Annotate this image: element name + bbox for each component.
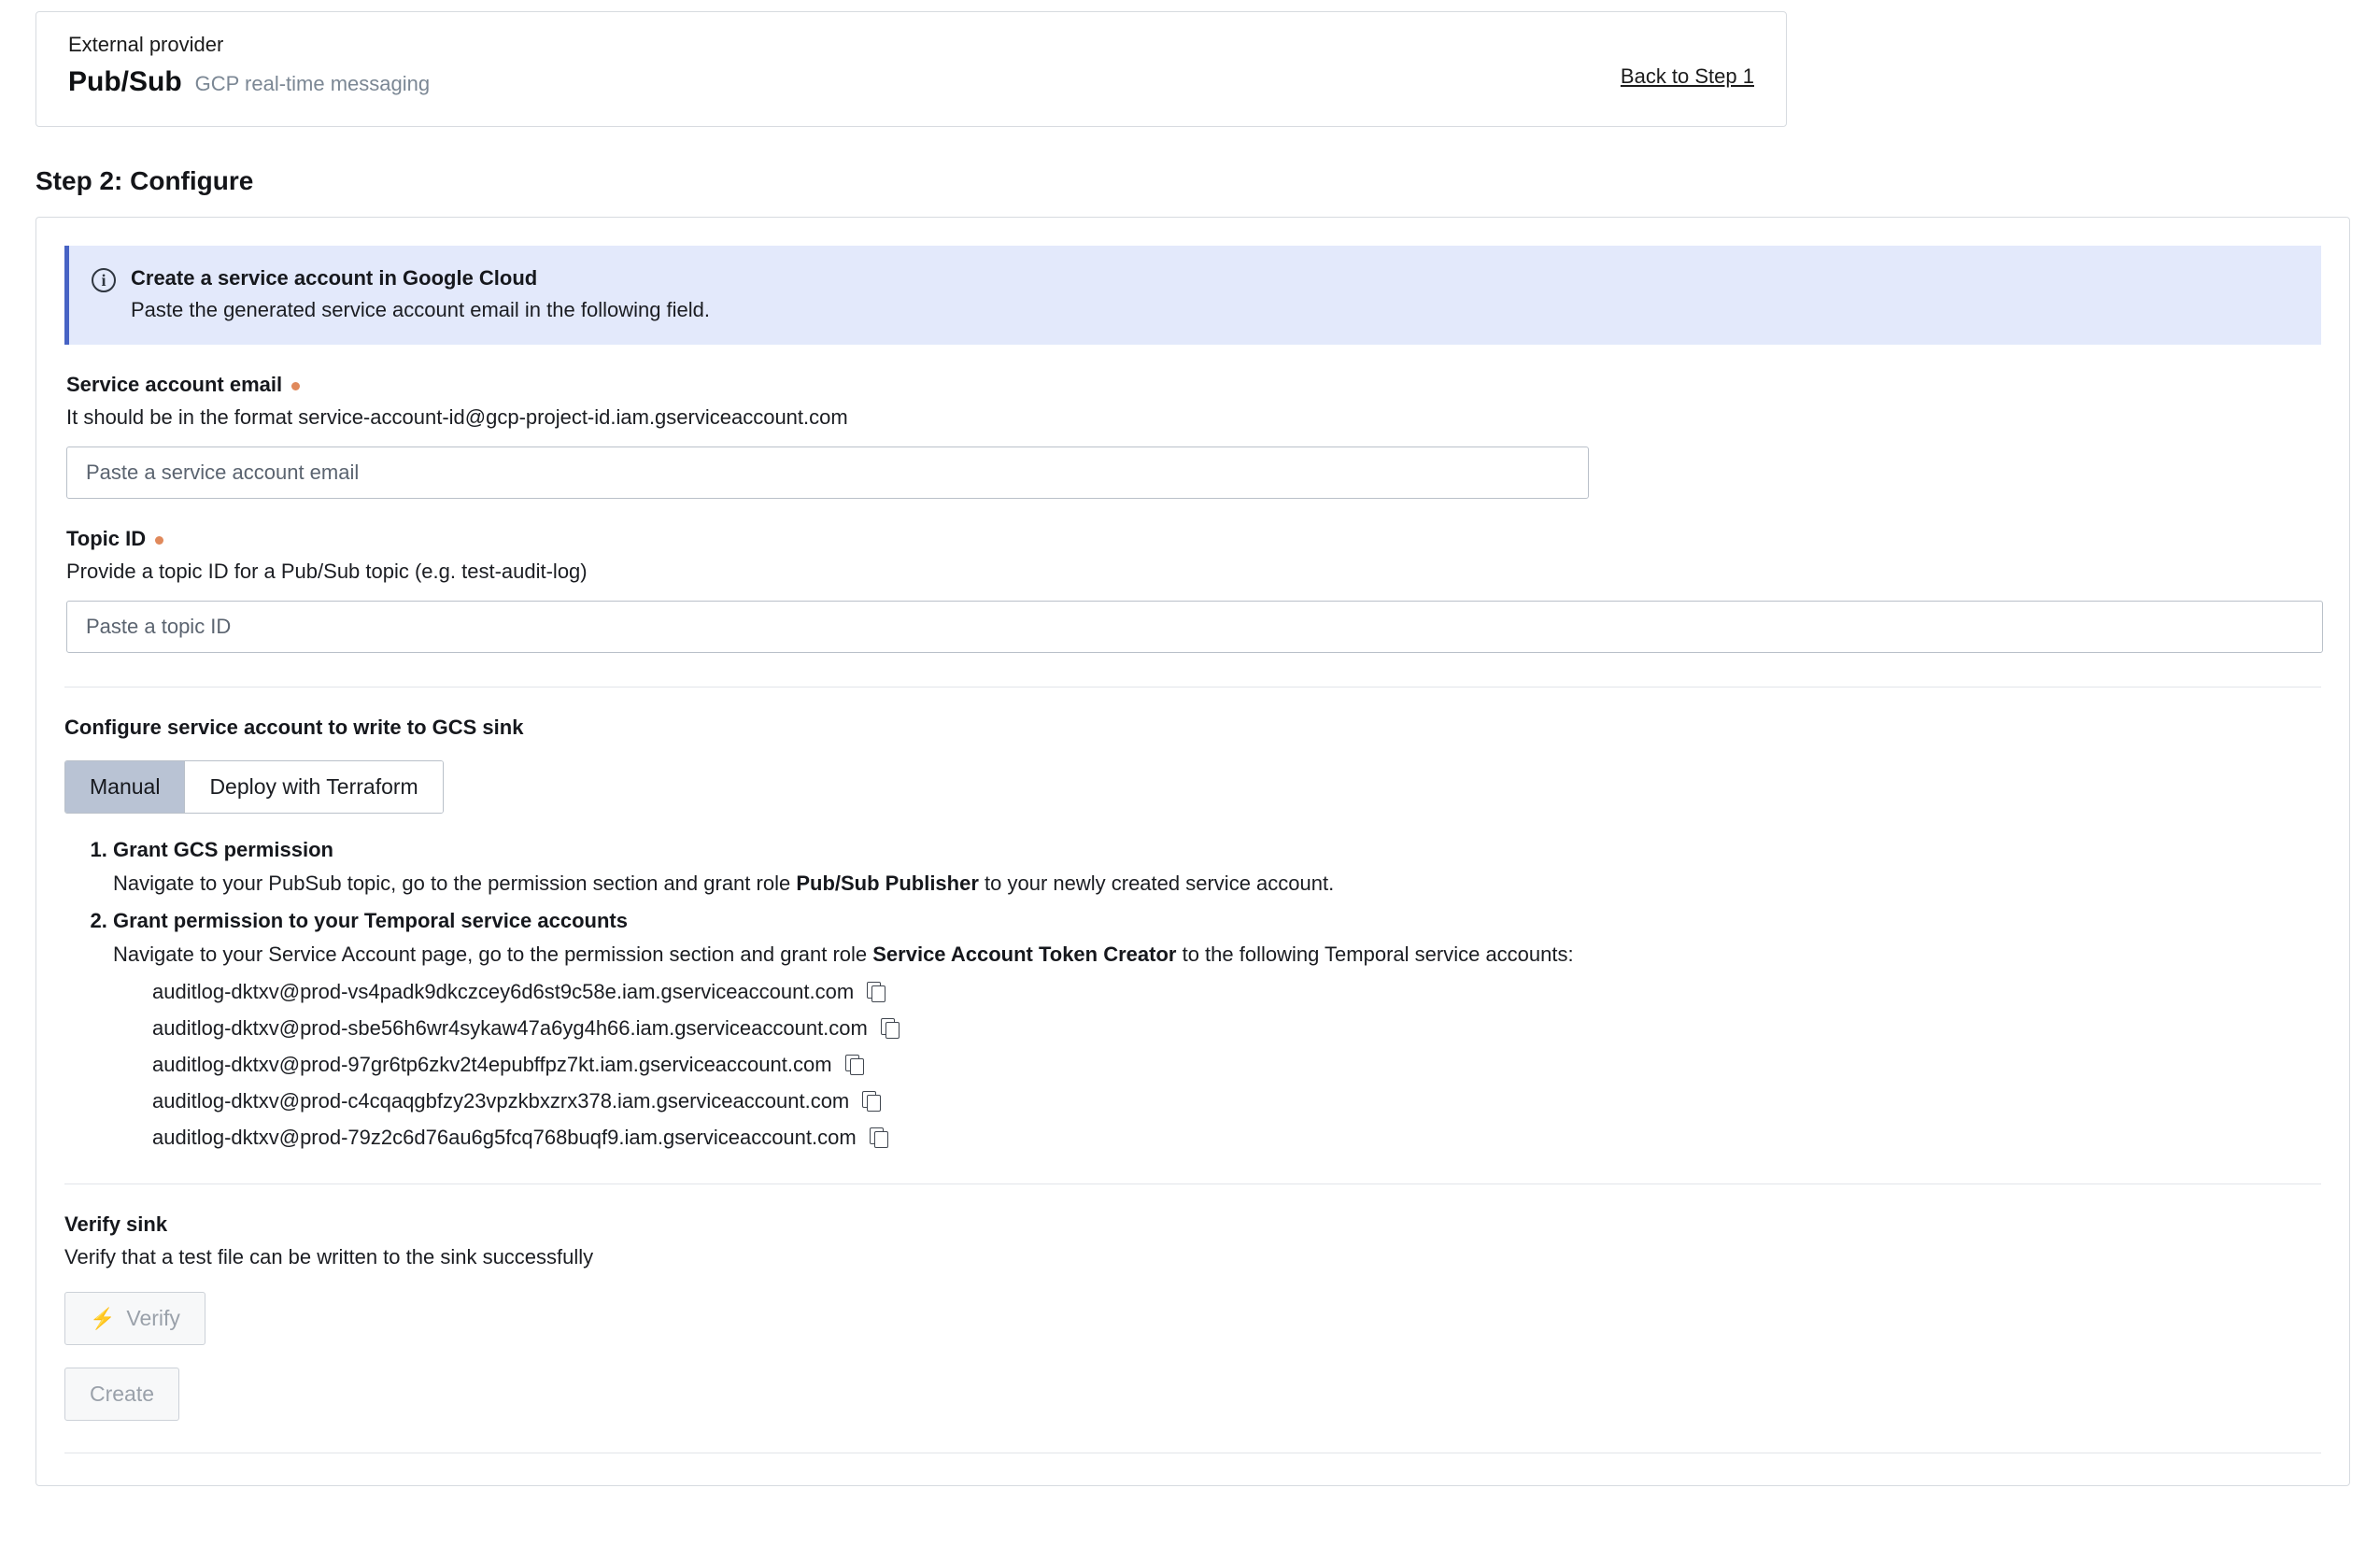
step-2-body-prefix: Navigate to your Service Account page, go to the permission section and grant role xyxy=(113,943,873,966)
verify-button-label: Verify xyxy=(126,1306,180,1330)
info-icon: i xyxy=(92,268,116,292)
step-1-body-prefix: Navigate to your PubSub topic, go to the permission section and grant role xyxy=(113,872,797,895)
service-account-email-field-block xyxy=(64,373,2321,499)
list-item xyxy=(152,980,2321,1004)
topic-id-label-row xyxy=(66,527,2319,551)
step-1-role: Pub/Sub Publisher xyxy=(796,872,979,895)
tab-deploy-with-terraform[interactable]: Deploy with Terraform xyxy=(185,761,442,813)
step-grant-gcs-permission xyxy=(113,838,2321,896)
list-item xyxy=(152,1126,2321,1150)
service-account-email-label: Service account email xyxy=(66,373,283,396)
list-item xyxy=(152,1089,2321,1113)
service-account-value: auditlog-dktxv@prod-97gr6tp6zkv2t4epubffpz7kt.iam.gserviceaccount.com xyxy=(152,1053,832,1076)
required-dot-icon xyxy=(155,536,163,545)
verify-sink-title: Verify sink xyxy=(64,1212,168,1236)
step-1-body-suffix: to your newly created service account. xyxy=(978,872,1335,895)
verify-button[interactable] xyxy=(64,1292,205,1345)
step-2-role: Service Account Token Creator xyxy=(872,943,1177,966)
step-1-title: Grant GCS permission xyxy=(113,838,333,861)
provider-name-row xyxy=(68,66,430,98)
info-banner-title: Create a service account in Google Cloud xyxy=(131,266,538,290)
sink-method-tabs xyxy=(64,760,444,814)
service-account-value: auditlog-dktxv@prod-79z2c6d76au6g5fcq768buqf9.iam.gserviceaccount.com xyxy=(152,1126,857,1149)
back-to-step-1-link[interactable]: Back to Step 1 xyxy=(1620,64,1754,88)
step-2-body xyxy=(113,943,2321,967)
copy-icon[interactable] xyxy=(867,982,885,1002)
step-2-title: Grant permission to your Temporal service accounts xyxy=(113,909,628,932)
service-account-email-label-row xyxy=(66,373,2319,397)
manual-steps-list xyxy=(64,838,2321,1150)
copy-icon[interactable] xyxy=(870,1127,888,1148)
topic-id-help: Provide a topic ID for a Pub/Sub topic (e.g. test-audit-log) xyxy=(66,560,588,583)
configure-card xyxy=(35,217,2350,1486)
list-item xyxy=(152,1053,2321,1077)
create-button-label: Create xyxy=(90,1382,155,1406)
verify-sink-subtitle: Verify that a test file can be written to the sink successfully xyxy=(64,1245,594,1269)
step-grant-temporal-permission xyxy=(113,909,2321,1150)
service-account-value: auditlog-dktxv@prod-sbe56h6wr4sykaw47a6yg4h66.iam.gserviceaccount.com xyxy=(152,1016,868,1040)
topic-id-input-wrapper[interactable] xyxy=(66,601,2323,653)
page-title: Step 2: Configure xyxy=(35,166,254,195)
step-2-body-suffix: to the following Temporal service accounts: xyxy=(1176,943,1574,966)
tab-manual[interactable]: Manual xyxy=(65,761,185,813)
provider-name: Pub/Sub xyxy=(68,66,182,97)
topic-id-field-block xyxy=(64,527,2321,653)
required-dot-icon xyxy=(291,382,300,390)
topic-id-label: Topic ID xyxy=(66,527,147,550)
provider-info xyxy=(68,35,430,98)
sink-section-title: Configure service account to write to GCS sink xyxy=(64,716,524,739)
bolt-icon: ⚡ xyxy=(90,1306,116,1330)
service-account-value: auditlog-dktxv@prod-vs4padk9dkczcey6d6st9c58e.iam.gserviceaccount.com xyxy=(152,980,855,1003)
create-button[interactable] xyxy=(64,1368,179,1421)
info-banner-text xyxy=(131,266,710,322)
service-account-email-input-wrapper[interactable] xyxy=(66,446,1589,499)
list-item xyxy=(152,1016,2321,1041)
provider-header-card xyxy=(35,11,1787,127)
topic-id-input[interactable] xyxy=(84,614,2305,640)
info-banner-body: Paste the generated service account email in the following field. xyxy=(131,298,711,321)
copy-icon[interactable] xyxy=(881,1018,900,1039)
provider-description: GCP real-time messaging xyxy=(194,72,431,95)
info-banner xyxy=(64,246,2321,345)
copy-icon[interactable] xyxy=(862,1091,881,1112)
configure-page xyxy=(0,11,2380,1486)
copy-icon[interactable] xyxy=(845,1055,864,1075)
service-account-email-help: It should be in the format service-account-id@gcp-project-id.iam.gserviceaccount.com xyxy=(66,405,848,429)
service-account-value: auditlog-dktxv@prod-c4cqaqgbfzy23vpzkbxzrx378.iam.gserviceaccount.com xyxy=(152,1089,850,1113)
service-account-email-input[interactable] xyxy=(84,460,1571,486)
step-1-body xyxy=(113,872,2321,896)
provider-kicker: External provider xyxy=(68,33,224,56)
temporal-service-accounts-list xyxy=(113,980,2321,1150)
